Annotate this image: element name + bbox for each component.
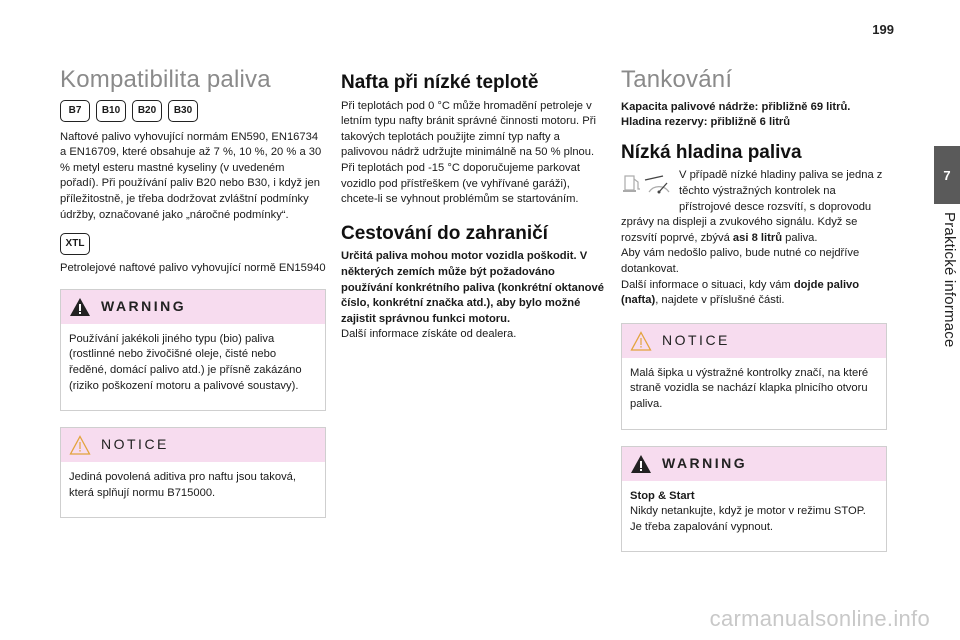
warning-box-header [61, 290, 325, 324]
warning-box [60, 289, 326, 411]
column-diesel-low-temperature [341, 70, 607, 353]
watermark: carmanualsonline.info [709, 606, 930, 631]
warning-box-body [61, 324, 325, 410]
warning-box-stop-start-body [622, 481, 886, 552]
notice-triangle-icon [630, 331, 652, 351]
notice-box-body [61, 462, 325, 517]
fuel-badges [60, 100, 326, 122]
section-title-low-fuel: Nízká hladina paliva [621, 141, 802, 163]
paragraph-refuel-soon: Aby vám nedošlo palivo, bude nutné co nejdříve dotankovat. [621, 247, 860, 275]
paragraph-parking-below-15: Při teplotách pod -15 °C doporučujeme parkovat vozidlo pod přístřeškem (ve vyhřívané garáži), chcete-li se vyhnout problémům se startováním. [341, 161, 580, 206]
fuel-badge-b7: B7 [60, 100, 90, 122]
out-of-fuel-text-part1: Další informace o situaci, kdy vám [621, 278, 794, 291]
abroad-fuel-bold-text: Určitá paliva mohou motor vozidla poškodit. V některých zemích může být požadováno používání konkrétního paliva (konkrétní oktanové číslo, konkrétní značka atd.), aby bylo možné zajistit správnou funkci motoru. [341, 250, 604, 325]
low-fuel-text-part1: V případě nízké hladiny paliva se jedna z těchto výstražných kontrolek na přístrojové desce rozsvítí, s doprovodu zprávy na displeji a zvukového signálu. Když se rozsvítí poprvé, zbývá [621, 169, 883, 244]
low-fuel-block [621, 168, 887, 308]
stop-start-body: Nikdy netankujte, když je motor v režimu STOP. Je třeba zapalování vypnout. [630, 505, 866, 533]
out-of-fuel-bold: dojde palivo (nafta) [621, 278, 860, 307]
notice-box-fuel-flap-body [622, 358, 886, 429]
paragraph-out-of-fuel [621, 278, 887, 309]
fuel-badge-xtl: XTL [60, 233, 90, 255]
fuel-badge-b30: B30 [168, 100, 198, 122]
column-refuelling [621, 66, 887, 552]
notice-box [60, 427, 326, 518]
tank-capacity-text: Kapacita palivové nádrže: přibližně 69 litrů. [621, 100, 851, 113]
fuel-badge-b10: B10 [96, 100, 126, 122]
paragraph-winter-diesel: Při teplotách pod 0 °C může hromadění petroleje v letním typu nafty bránit správné činnosti motoru. Při takových teplotách použijte zimní typ nafty a palivovou nádrž udržujte minimálně na 50 % plnou. [341, 99, 596, 159]
stop-start-heading: Stop & Start [630, 489, 695, 502]
section-title-diesel-low-temp: Nafta při nízké teplotě [341, 72, 539, 93]
column-fuel-compatibility [60, 66, 326, 518]
section-title-travelling-abroad: Cestování do zahraničí [341, 222, 548, 244]
chapter-tab-number: 7 [934, 146, 960, 204]
page-number: 199 [872, 22, 894, 37]
warning-box-stop-start-header [622, 447, 886, 481]
paragraph-xtl: Petrolejové naftové palivo vyhovující normě EN15940 [60, 262, 326, 275]
warning-triangle-icon [630, 454, 652, 474]
reserve-level-text: Hladina rezervy: přibližně 6 litrů [621, 116, 791, 129]
out-of-fuel-text-part2: , najdete v příslušné části. [655, 294, 785, 307]
notice-box-fuel-flap-header [622, 324, 886, 358]
notice-text: Jediná povolená aditiva pro naftu jsou taková, která splňují normu B715000. [69, 471, 297, 499]
warning-title: WARNING [101, 297, 187, 314]
notice-box-header [61, 428, 325, 462]
warning-title-stop-start: WARNING [662, 454, 748, 471]
paragraph-abroad-fuel-warning [341, 249, 607, 327]
paragraph-tank-capacity [621, 100, 887, 131]
low-fuel-remaining-bold: asi 8 litrů [732, 231, 783, 244]
paragraph-dealer-info: Další informace získáte od dealera. [341, 328, 517, 341]
section-title-refuelling: Tankování [621, 66, 733, 93]
notice-fuel-flap-text: Malá šipka u výstražné kontrolky značí, na které straně vozidla se nachází klapka plnicího otvoru paliva. [630, 366, 869, 410]
low-fuel-warning-icons [621, 168, 673, 200]
fuel-badge-b20: B20 [132, 100, 162, 122]
warning-triangle-icon [69, 297, 91, 317]
warning-text: Používání jakékoli jiného typu (bio) paliva (rostlinné nebo živočišné oleje, čisté nebo ředěné, domácí palivo atd.) je přísně zakázáno (riziko poškození motoru a palivové soustavy). [69, 332, 302, 392]
section-title-fuel-compatibility: Kompatibilita paliva [60, 66, 271, 93]
warning-box-stop-start [621, 446, 887, 553]
notice-box-fuel-flap [621, 323, 887, 430]
paragraph-diesel-standards: Naftové palivo vyhovující normám EN590, EN16734 a EN16709, které obsahuje až 7 %, 10 %, 20 % a 30 % metyl esteru mastné kyseliny (v uvedeném pořadí). Při používání paliv B20 nebo B30, i když jen příležitostně, je třeba dodržovat zvláštní podmínky údržby, označované jako „náročné podmínky“. [60, 130, 322, 221]
warning-stop-start-text [630, 489, 878, 536]
low-fuel-text-part2: paliva. [782, 231, 818, 244]
notice-title: NOTICE [101, 436, 169, 453]
notice-triangle-icon [69, 435, 91, 455]
notice-title-fuel-flap: NOTICE [662, 331, 730, 348]
chapter-tab-label: Praktické informace [941, 212, 958, 348]
